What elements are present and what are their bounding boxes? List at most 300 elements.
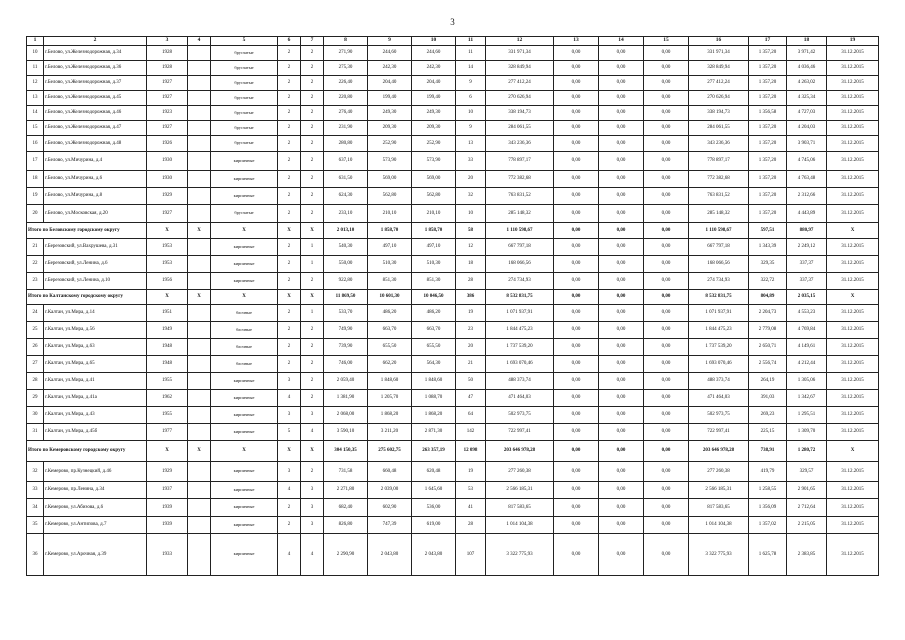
- table-cell: 419,79: [749, 462, 787, 482]
- table-cell: 0,00: [554, 152, 599, 171]
- table-cell: 2 271,80: [324, 482, 368, 499]
- address-cell: г.Кемерово, ул.Антипова, д.7: [44, 517, 147, 534]
- table-cell: 1 088,70: [412, 390, 456, 407]
- table-cell: 252,90: [412, 136, 456, 152]
- table-cell: 3: [301, 482, 324, 499]
- table-cell: 3 971,42: [787, 46, 827, 61]
- table-cell: 31.12.2015: [827, 356, 879, 373]
- table-cell: 4: [278, 390, 301, 407]
- table-cell: 1 357,02: [749, 517, 787, 534]
- address-cell: г.Калтан, ул.Мира, д.56: [44, 322, 147, 339]
- table-cell: 0,00: [599, 305, 644, 322]
- table-cell: 1: [301, 305, 324, 322]
- table-cell: 2: [278, 273, 301, 290]
- table-row: [27, 273, 879, 290]
- table-row: [27, 106, 879, 121]
- address-cell: г.Калтан, ул.Мира, д.41а: [44, 390, 147, 407]
- table-cell: 4 763,48: [787, 171, 827, 188]
- table-cell: 34: [27, 499, 44, 517]
- table-cell: 285 148,32: [689, 205, 749, 223]
- table-cell: 10: [456, 106, 486, 121]
- table-cell: 31.12.2015: [827, 106, 879, 121]
- table-cell: 0,00: [599, 441, 644, 462]
- table-cell: 0,00: [554, 188, 599, 205]
- table-cell: 2 068,00: [324, 407, 368, 424]
- table-cell: 285 148,32: [486, 205, 554, 223]
- table-cell: 0,00: [599, 273, 644, 290]
- table-cell: 597,51: [749, 223, 787, 239]
- table-cell: 1 844 475,23: [689, 322, 749, 339]
- table-cell: 1926: [147, 136, 188, 152]
- table-cell: 0,00: [644, 61, 689, 76]
- table-cell: 655,50: [412, 339, 456, 356]
- table-cell: 1948: [147, 339, 188, 356]
- table-cell: 631,50: [324, 171, 368, 188]
- table-cell: 0,00: [554, 273, 599, 290]
- table-cell: 2: [301, 188, 324, 205]
- table-cell: 3: [301, 407, 324, 424]
- table-cell: 3: [278, 407, 301, 424]
- table-cell: 4 443,89: [787, 205, 827, 223]
- table-cell: [188, 136, 211, 152]
- table-cell: 0,00: [599, 499, 644, 517]
- table-cell: кирпичные: [211, 273, 278, 290]
- column-header: 18: [787, 37, 827, 46]
- table-cell: 922,80: [324, 273, 368, 290]
- table-row: [27, 91, 879, 106]
- table-row: [27, 46, 879, 61]
- table-cell: 2: [301, 339, 324, 356]
- table-cell: кирпичные: [211, 239, 278, 256]
- table-cell: 322,72: [749, 273, 787, 290]
- table-cell: 4: [301, 424, 324, 441]
- table-cell: 486,20: [412, 305, 456, 322]
- subtotal-row: [27, 223, 879, 239]
- table-cell: 0,00: [599, 61, 644, 76]
- table-cell: брусчатые: [211, 46, 278, 61]
- table-cell: 19: [456, 305, 486, 322]
- table-row: [27, 188, 879, 205]
- table-cell: 17: [27, 152, 44, 171]
- table-cell: 0,00: [644, 441, 689, 462]
- table-cell: 343 236,36: [486, 136, 554, 152]
- table-cell: 0,00: [554, 256, 599, 273]
- table-cell: 749,90: [324, 322, 368, 339]
- table-cell: 199,40: [412, 91, 456, 106]
- table-cell: X: [278, 441, 301, 462]
- table-cell: 1 110 598,67: [486, 223, 554, 239]
- table-cell: 36: [27, 534, 44, 576]
- table-cell: [188, 188, 211, 205]
- table-cell: 284 061,55: [486, 121, 554, 136]
- table-cell: 263 357,19: [412, 441, 456, 462]
- table-cell: 0,00: [554, 106, 599, 121]
- table-row: [27, 305, 879, 322]
- table-cell: 0,00: [599, 517, 644, 534]
- table-cell: 269,23: [749, 407, 787, 424]
- table-cell: 0,00: [554, 239, 599, 256]
- table-cell: [188, 305, 211, 322]
- table-cell: 53: [456, 482, 486, 499]
- table-row: [27, 390, 879, 407]
- table-cell: 0,00: [599, 373, 644, 390]
- address-cell: г.Белово, ул.Железнодорожная, д.37: [44, 76, 147, 91]
- table-cell: 662,20: [368, 356, 412, 373]
- table-cell: 3: [301, 499, 324, 517]
- table-cell: 655,50: [368, 339, 412, 356]
- table-cell: 2: [278, 106, 301, 121]
- table-row: [27, 482, 879, 499]
- table-cell: 0,00: [644, 462, 689, 482]
- table-cell: 277 260,38: [486, 462, 554, 482]
- table-cell: 31.12.2015: [827, 76, 879, 91]
- table-cell: 331 971,34: [689, 46, 749, 61]
- table-cell: 2: [301, 76, 324, 91]
- table-cell: 18: [456, 256, 486, 273]
- table-cell: 0,00: [644, 499, 689, 517]
- table-cell: 4 149,61: [787, 339, 827, 356]
- table-cell: 2: [301, 171, 324, 188]
- table-cell: 22: [27, 256, 44, 273]
- table-cell: 0,00: [599, 256, 644, 273]
- subtotal-row: [27, 290, 879, 305]
- table-cell: 0,00: [554, 462, 599, 482]
- table-cell: 1956: [147, 273, 188, 290]
- table-cell: 1928: [147, 46, 188, 61]
- address-cell: г.Белово, ул.Железнодорожная, д.45: [44, 91, 147, 106]
- table-cell: 10 601,30: [368, 290, 412, 305]
- table-cell: 31.12.2015: [827, 534, 879, 576]
- table-cell: 0,00: [554, 407, 599, 424]
- table-cell: 12: [27, 76, 44, 91]
- table-cell: X: [278, 223, 301, 239]
- table-cell: 1 357,20: [749, 61, 787, 76]
- table-cell: 2 779,08: [749, 322, 787, 339]
- table-cell: 252,90: [368, 136, 412, 152]
- table-cell: 2: [278, 517, 301, 534]
- table-cell: 249,30: [412, 106, 456, 121]
- column-header: 15: [644, 37, 689, 46]
- table-cell: 277 412,24: [689, 76, 749, 91]
- table-cell: 226,40: [324, 76, 368, 91]
- table-cell: кирпичные: [211, 534, 278, 576]
- table-cell: 210,10: [412, 205, 456, 223]
- table-cell: 1 858,70: [412, 223, 456, 239]
- table-cell: кирпичные: [211, 188, 278, 205]
- table-cell: [188, 390, 211, 407]
- table-cell: 2 215,05: [787, 517, 827, 534]
- table-cell: 31.12.2015: [827, 239, 879, 256]
- table-cell: 510,30: [412, 256, 456, 273]
- table-cell: 31.12.2015: [827, 121, 879, 136]
- subtotal-row: [27, 441, 879, 462]
- table-cell: 31.12.2015: [827, 91, 879, 106]
- table-cell: 25: [27, 322, 44, 339]
- table-cell: 0,00: [644, 356, 689, 373]
- table-cell: 13: [27, 91, 44, 106]
- table-cell: 274 734,93: [689, 273, 749, 290]
- column-header: 7: [301, 37, 324, 46]
- table-cell: [188, 256, 211, 273]
- table-cell: 11 869,50: [324, 290, 368, 305]
- table-cell: 3: [278, 462, 301, 482]
- table-cell: 31.12.2015: [827, 171, 879, 188]
- table-cell: 682,40: [324, 499, 368, 517]
- address-cell: г.Кемерово, ул.Арочная, д.39: [44, 534, 147, 576]
- table-cell: 2: [278, 46, 301, 61]
- table-cell: 0,00: [554, 534, 599, 576]
- table-row: [27, 76, 879, 91]
- table-cell: 2 901,65: [787, 482, 827, 499]
- address-cell: г.Калтан, ул.Мира, д.63: [44, 339, 147, 356]
- table-cell: 0,00: [599, 76, 644, 91]
- column-header: 14: [599, 37, 644, 46]
- table-cell: кирпичные: [211, 171, 278, 188]
- table-cell: 204,40: [412, 76, 456, 91]
- table-cell: 3 903,71: [787, 136, 827, 152]
- table-body: [27, 37, 879, 576]
- table-cell: 31.12.2015: [827, 305, 879, 322]
- table-cell: 31.12.2015: [827, 61, 879, 76]
- table-cell: 2: [278, 239, 301, 256]
- table-cell: 562,80: [368, 188, 412, 205]
- table-cell: 264,19: [749, 373, 787, 390]
- table-cell: 2: [278, 205, 301, 223]
- table-cell: блочные: [211, 356, 278, 373]
- table-cell: 1 357,20: [749, 91, 787, 106]
- table-cell: 32: [456, 188, 486, 205]
- table-cell: 2 712,64: [787, 499, 827, 517]
- table-cell: 11: [27, 61, 44, 76]
- table-row: [27, 121, 879, 136]
- table-cell: 0,00: [554, 517, 599, 534]
- table-cell: 242,30: [412, 61, 456, 76]
- table-cell: 328 849,94: [689, 61, 749, 76]
- table-cell: 337,37: [787, 273, 827, 290]
- table-row: [27, 462, 879, 482]
- table-cell: 0,00: [644, 305, 689, 322]
- table-cell: 624,30: [324, 188, 368, 205]
- table-cell: 270 626,94: [486, 91, 554, 106]
- table-cell: 4: [301, 534, 324, 576]
- table-cell: брусчатые: [211, 205, 278, 223]
- table-cell: 244,60: [412, 46, 456, 61]
- table-cell: 8 532 831,75: [486, 290, 554, 305]
- table-cell: 0,00: [644, 239, 689, 256]
- table-cell: 1 868,20: [368, 407, 412, 424]
- table-cell: 573,90: [412, 152, 456, 171]
- table-cell: 2: [278, 121, 301, 136]
- table-cell: 31.12.2015: [827, 462, 879, 482]
- table-cell: 0,00: [644, 407, 689, 424]
- table-cell: [188, 322, 211, 339]
- table-cell: 270 626,94: [689, 91, 749, 106]
- table-cell: 0,00: [554, 441, 599, 462]
- table-cell: 817 583,65: [689, 499, 749, 517]
- table-cell: 2 312,66: [787, 188, 827, 205]
- table-cell: кирпичные: [211, 152, 278, 171]
- column-header: 8: [324, 37, 368, 46]
- table-row: [27, 256, 879, 273]
- address-cell: г.Калтан, ул.Мира, д.45б: [44, 424, 147, 441]
- table-cell: 4 325,34: [787, 91, 827, 106]
- table-cell: 28: [456, 273, 486, 290]
- table-cell: [188, 273, 211, 290]
- table-cell: 826,80: [324, 517, 368, 534]
- table-cell: 471 464,03: [486, 390, 554, 407]
- table-cell: 386: [456, 290, 486, 305]
- table-cell: 1949: [147, 322, 188, 339]
- table-cell: 33: [27, 482, 44, 499]
- table-row: [27, 373, 879, 390]
- table-cell: 21: [27, 239, 44, 256]
- table-cell: 502 973,75: [486, 407, 554, 424]
- table-cell: 0,00: [644, 106, 689, 121]
- table-cell: X: [147, 223, 188, 239]
- table-cell: 0,00: [644, 482, 689, 499]
- table-cell: 304 150,35: [324, 441, 368, 462]
- table-cell: 1 357,20: [749, 171, 787, 188]
- table-cell: 497,10: [412, 239, 456, 256]
- address-cell: г.Белово, ул.Железнодорожная, д.47: [44, 121, 147, 136]
- table-cell: 738,91: [749, 441, 787, 462]
- table-cell: 280,80: [324, 136, 368, 152]
- table-cell: 1977: [147, 424, 188, 441]
- subtotal-label: Итого по Кемеровскому городскому округу: [27, 441, 147, 462]
- address-cell: г.Кемерово, пр.Ленина, д.34: [44, 482, 147, 499]
- column-header: 13: [554, 37, 599, 46]
- table-cell: 486,20: [368, 305, 412, 322]
- table-cell: 1929: [147, 462, 188, 482]
- table-cell: [188, 91, 211, 106]
- table-cell: 8 532 831,75: [689, 290, 749, 305]
- table-cell: 2: [278, 91, 301, 106]
- table-cell: 3: [301, 517, 324, 534]
- table-cell: 510,30: [368, 256, 412, 273]
- column-header: 19: [827, 37, 879, 46]
- table-cell: 1 071 937,91: [486, 305, 554, 322]
- table-cell: 502 973,75: [689, 407, 749, 424]
- table-cell: 0,00: [644, 152, 689, 171]
- table-cell: 1 295,51: [787, 407, 827, 424]
- table-cell: 0,00: [599, 390, 644, 407]
- table-cell: 12 098: [456, 441, 486, 462]
- table-cell: 47: [456, 390, 486, 407]
- table-cell: 1962: [147, 390, 188, 407]
- table-cell: 747,39: [368, 517, 412, 534]
- table-cell: 0,00: [554, 205, 599, 223]
- table-cell: 0,00: [644, 76, 689, 91]
- table-cell: 31.12.2015: [827, 136, 879, 152]
- table-cell: 0,00: [554, 61, 599, 76]
- table-cell: 1955: [147, 373, 188, 390]
- table-cell: 851,30: [412, 273, 456, 290]
- table-cell: 0,00: [644, 205, 689, 223]
- table-cell: X: [827, 223, 879, 239]
- table-cell: 12: [456, 239, 486, 256]
- table-cell: 0,00: [554, 46, 599, 61]
- table-cell: 1 868,20: [412, 407, 456, 424]
- table-cell: 1 357,20: [749, 188, 787, 205]
- table-cell: 1 844 475,23: [486, 322, 554, 339]
- table-cell: 0,00: [599, 356, 644, 373]
- table-cell: 0,00: [599, 290, 644, 305]
- table-cell: 731,58: [324, 462, 368, 482]
- table-cell: 14: [27, 106, 44, 121]
- table-cell: 19: [456, 462, 486, 482]
- column-header: 17: [749, 37, 787, 46]
- table-cell: 331 971,34: [486, 46, 554, 61]
- table-cell: 391,03: [749, 390, 787, 407]
- table-cell: 337,37: [787, 256, 827, 273]
- table-cell: 1 280,72: [787, 441, 827, 462]
- table-cell: 107: [456, 534, 486, 576]
- table-cell: X: [188, 290, 211, 305]
- table-cell: 2 204,73: [749, 305, 787, 322]
- table-cell: 0,00: [644, 290, 689, 305]
- table-cell: брусчатые: [211, 106, 278, 121]
- address-cell: г.Белово, ул.Мичурина, д.6: [44, 171, 147, 188]
- table-cell: 204,40: [368, 76, 412, 91]
- table-cell: 249,30: [368, 106, 412, 121]
- table-cell: 1 305,06: [787, 373, 827, 390]
- table-cell: 31.12.2015: [827, 339, 879, 356]
- table-cell: 746,00: [324, 356, 368, 373]
- table-cell: 817 583,65: [486, 499, 554, 517]
- table-cell: 31.12.2015: [827, 373, 879, 390]
- table-cell: 16: [27, 136, 44, 152]
- table-cell: брусчатые: [211, 121, 278, 136]
- table-cell: 199,40: [368, 91, 412, 106]
- table-cell: 2 650,71: [749, 339, 787, 356]
- address-cell: г.Березовский, ул.Ленина, д.6: [44, 256, 147, 273]
- table-cell: 880,97: [787, 223, 827, 239]
- table-cell: 2 871,30: [412, 424, 456, 441]
- table-cell: 2: [278, 256, 301, 273]
- table-cell: 0,00: [554, 356, 599, 373]
- table-cell: 1 356,58: [749, 106, 787, 121]
- table-cell: 2 043,80: [368, 534, 412, 576]
- table-cell: 0,00: [599, 322, 644, 339]
- table-cell: 0,00: [599, 534, 644, 576]
- table-cell: 2: [278, 188, 301, 205]
- table-cell: 242,30: [368, 61, 412, 76]
- table-cell: 2: [278, 61, 301, 76]
- table-cell: 0,00: [554, 91, 599, 106]
- table-cell: 31.12.2015: [827, 188, 879, 205]
- table-cell: 1 381,90: [324, 390, 368, 407]
- table-cell: кирпичные: [211, 390, 278, 407]
- address-cell: г.Калтан, ул.Мира, д.41: [44, 373, 147, 390]
- address-cell: г.Белово, ул.Железнодорожная, д.36: [44, 61, 147, 76]
- table-cell: 10: [456, 205, 486, 223]
- table-row: [27, 322, 879, 339]
- table-row: [27, 534, 879, 576]
- table-cell: кирпичные: [211, 517, 278, 534]
- column-header: 6: [278, 37, 301, 46]
- table-row: [27, 152, 879, 171]
- address-cell: г.Кемерово, пр.Кузнецкий, д.46: [44, 462, 147, 482]
- table-cell: 667 797,18: [689, 239, 749, 256]
- table-cell: 274 734,93: [486, 273, 554, 290]
- table-cell: 2: [301, 322, 324, 339]
- table-cell: 233,10: [324, 205, 368, 223]
- table-cell: 722 997,41: [486, 424, 554, 441]
- table-cell: 15: [27, 121, 44, 136]
- table-cell: 0,00: [644, 517, 689, 534]
- table-cell: 9: [456, 121, 486, 136]
- table-cell: 2: [278, 499, 301, 517]
